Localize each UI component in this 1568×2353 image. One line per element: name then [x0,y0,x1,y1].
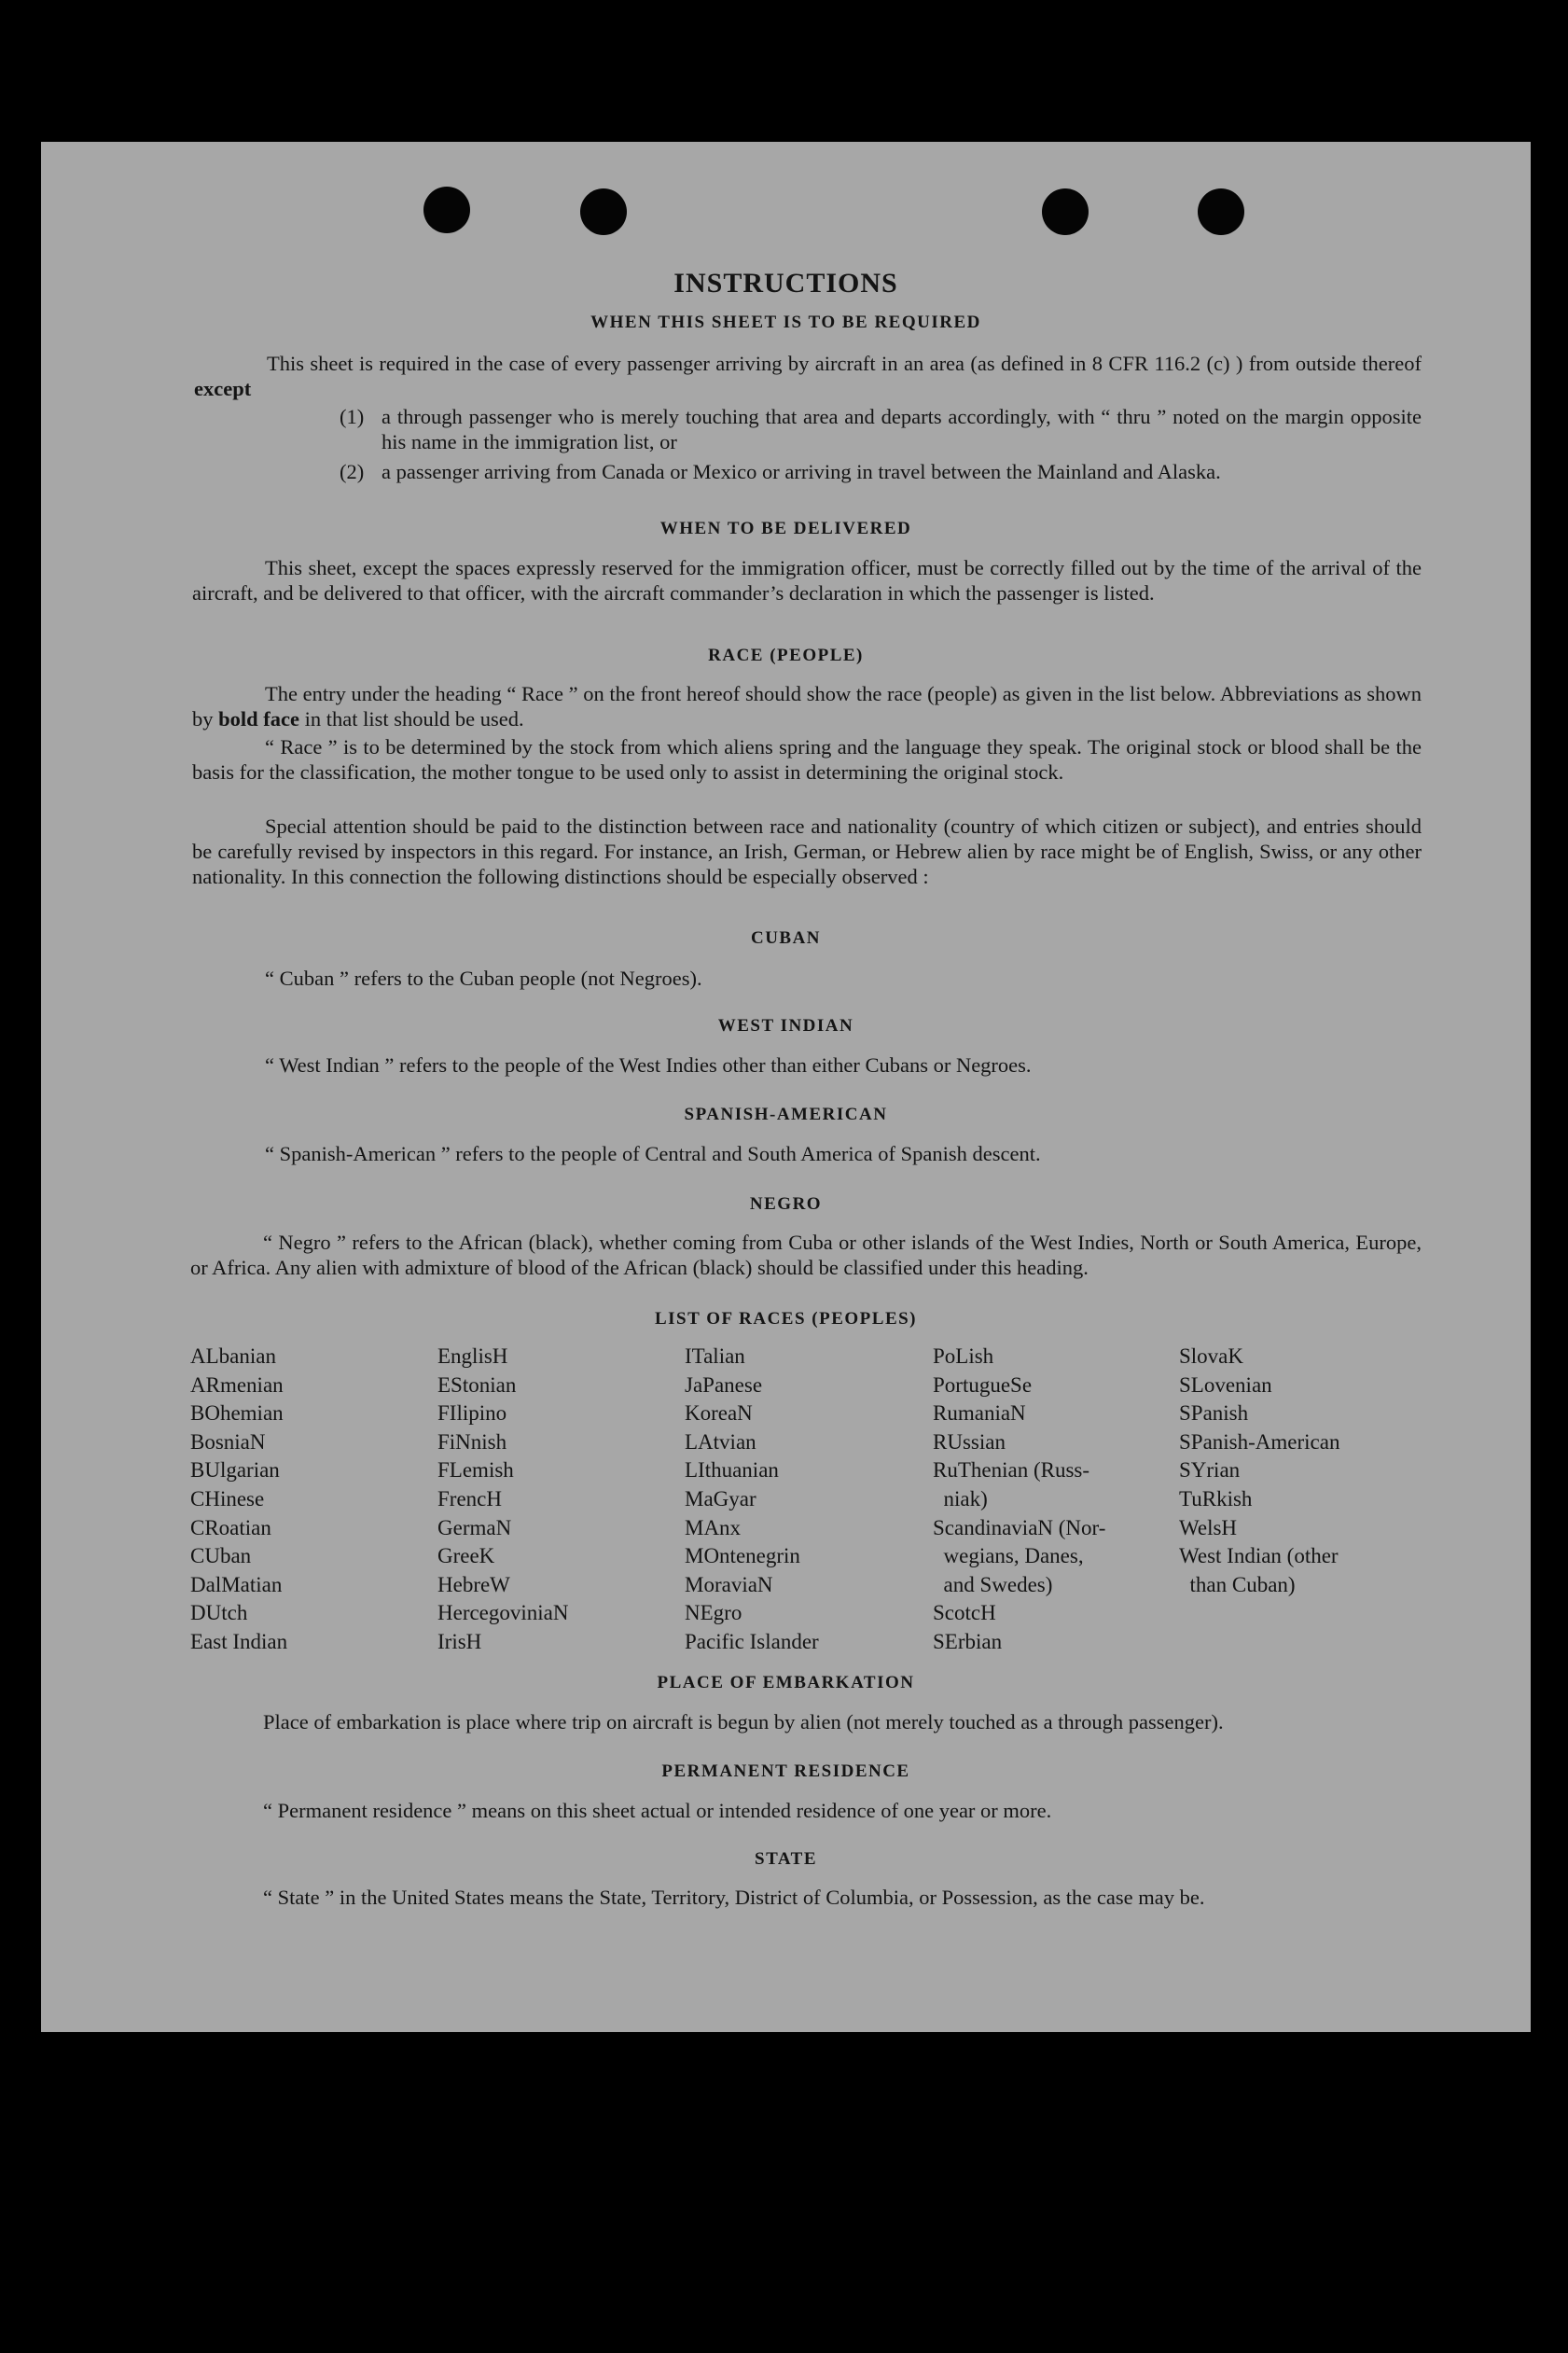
race-name: FLemish [437,1458,514,1483]
race-name: TuRkish [1179,1486,1253,1511]
section-heading-delivered: WHEN TO BE DELIVERED [659,519,912,538]
paragraph-race-3 [192,814,1422,889]
race-name: EnglisH [437,1344,508,1368]
race-name: RumaniaN [933,1401,1026,1426]
race-column-3 [685,1343,819,1657]
punch-hole [423,187,470,233]
paragraph-spanish-american [192,1141,1422,1166]
race-name: SErbian [933,1629,1003,1653]
race-name: LIthuanian [685,1458,779,1483]
race-column-5 [1179,1343,1339,1599]
race-name: BUlgarian [190,1458,280,1483]
race-name: CRoatian [190,1515,271,1539]
race-name: MOntenegrin [685,1544,800,1568]
race-name: DUtch [190,1601,248,1625]
race-name: KoreaN [685,1401,753,1426]
race-name: JaPanese [685,1372,763,1397]
race-name: FiNnish [437,1429,507,1454]
race-p2: “ Race ” is to be determined by the stock from which aliens spring and the language they speak. The original stock or blood shall be the basis for the classification, the mother tongue to be used only to assist in determining the original stock. [192,735,1422,784]
race-name: GermaN [437,1515,512,1539]
race-name: CHinese [190,1486,265,1511]
west-indian-text: “ West Indian ” refers to the people of the West Indies other than either Cubans or Negroes. [265,1053,1032,1077]
race-name: FIlipino [437,1401,507,1426]
exception-item-2 [340,459,1422,509]
race-name: HercegoviniaN [437,1601,569,1625]
race-name: ARmenian [190,1372,284,1397]
section-heading-cuban: CUBAN [750,928,822,948]
page-title: INSTRUCTIONS [673,268,898,299]
race-name: NEgro [685,1601,742,1625]
punch-hole [580,188,627,235]
race-name: BOhemian [190,1401,284,1426]
race-name: SPanish-American [1179,1429,1340,1454]
race-name: MaGyar [685,1486,756,1511]
paragraph-residence [190,1798,1422,1823]
race-name: SYrian [1179,1458,1241,1483]
paragraph-embarkation [190,1709,1422,1734]
race-name: MAnx [685,1515,742,1539]
section-heading-state: STATE [755,1849,817,1869]
paragraph-race-1 [192,681,1422,731]
race-name: MoraviaN [685,1572,773,1596]
race-name: SlovaK [1179,1344,1243,1368]
race-name: ITalian [685,1344,745,1368]
race-p3: Special attention should be paid to the distinction between race and nationality (country of which citizen or subject), and entries should be carefully revised by inspectors in this regard. For instance, an Irish, German, or Hebrew alien by race might be of English, Swiss, or any other nationality. In this connection the following distinctions should be especially observed : [192,814,1422,888]
race-name: RuThenian (Russ- [933,1458,1090,1483]
race-name: East Indian [190,1629,288,1653]
race-p1-a: The entry under the heading “ Race ” on the front hereof should show the race (people) as given in the list below. Abbreviations as shown by [192,682,1422,731]
race-name: ScandinaviaN (Nor- [933,1515,1106,1539]
section-heading-races: LIST OF RACES (PEOPLES) [654,1309,918,1329]
race-name: LAtvian [685,1429,756,1454]
race-p1-bold: bold face [218,707,299,731]
race-name: SLovenian [1179,1372,1272,1397]
punch-hole [1042,188,1089,235]
race-name: and Swedes) [933,1572,1053,1596]
paragraph-delivered [192,555,1422,606]
exception-item-1 [340,404,1422,454]
paragraph-required [194,351,1422,401]
race-name: PoLish [933,1344,994,1368]
paragraph-negro [190,1230,1422,1280]
race-name: than Cuban) [1179,1572,1296,1596]
item-number: (2) [340,460,365,483]
race-name: niak) [933,1486,988,1511]
race-name: wegians, Danes, [933,1544,1084,1568]
race-name: RUssian [933,1429,1006,1454]
section-heading-residence: PERMANENT RESIDENCE [661,1761,910,1781]
item-text: a through passenger who is merely touching that area and departs accordingly, with “ thru ” noted on the margin opposite his name in the immigration list, or [382,405,1422,453]
residence-text: “ Permanent residence ” means on this sheet actual or intended residence of one year or more. [263,1799,1052,1822]
delivered-text: This sheet, except the spaces expressly reserved for the immigration officer, must be correctly filled out by the time of the arrival of the aircraft, and be delivered to that officer, with the aircraft commander’s declaration in which the passenger is listed. [192,556,1422,605]
race-name: EStonian [437,1372,517,1397]
race-column-2 [437,1343,569,1657]
race-name: ALbanian [190,1344,276,1368]
section-heading-required: WHEN THIS SHEET IS TO BE REQUIRED [590,313,981,332]
race-name: HebreW [437,1572,510,1596]
race-name: FrencH [437,1486,502,1511]
spanish-american-text: “ Spanish-American ” refers to the people of Central and South America of Spanish descent. [265,1142,1041,1165]
section-heading-race: RACE (PEOPLE) [708,646,864,665]
race-name: PortugueSe [933,1372,1033,1397]
section-heading-embarkation: PLACE OF EMBARKATION [657,1673,915,1692]
punch-hole [1198,188,1244,235]
race-name: ScotcH [933,1601,996,1625]
race-name: WelsH [1179,1515,1238,1539]
negro-text: “ Negro ” refers to the African (black), whether coming from Cuba or other islands of the West Indies, North or South America, Europe, or Africa. Any alien with admixture of blood of the African (black) should be classified under this heading. [190,1231,1422,1279]
section-heading-west-indian: WEST INDIAN [717,1016,854,1036]
item-text: a passenger arriving from Canada or Mexico or arriving in travel between the Mainland and Alaska. [382,460,1221,483]
race-p1-b: in that list should be used. [304,707,524,731]
item-number: (1) [340,405,365,428]
race-name: IrisH [437,1629,482,1653]
race-name: Pacific Islander [685,1629,819,1653]
race-name: BosniaN [190,1429,266,1454]
race-name: West Indian (other [1179,1544,1339,1568]
race-column-4 [933,1343,1105,1657]
paragraph-cuban [192,966,1422,991]
race-name: CUban [190,1544,252,1568]
embarkation-text: Place of embarkation is place where trip on aircraft is begun by alien (not merely touched as a through passenger). [263,1710,1224,1733]
required-intro-bold: except [194,377,252,400]
document-sheet [41,142,1531,2032]
required-intro: This sheet is required in the case of every passenger arriving by aircraft in an area (as defined in 8 CFR 116.2 (c) ) from outside thereof [267,352,1422,375]
paragraph-race-2 [192,734,1422,785]
cuban-text: “ Cuban ” refers to the Cuban people (not Negroes). [265,967,702,990]
state-text: “ State ” in the United States means the State, Territory, District of Columbia, or Possession, as the case may be. [263,1886,1205,1909]
paragraph-state [190,1885,1422,1910]
paragraph-west-indian [192,1052,1422,1078]
race-name: GreeK [437,1544,495,1568]
race-name: DalMatian [190,1572,283,1596]
section-heading-spanish-american: SPANISH-AMERICAN [684,1105,888,1124]
section-heading-negro: NEGRO [749,1194,823,1214]
race-name: SPanish [1179,1401,1249,1426]
race-column-1 [190,1343,287,1657]
